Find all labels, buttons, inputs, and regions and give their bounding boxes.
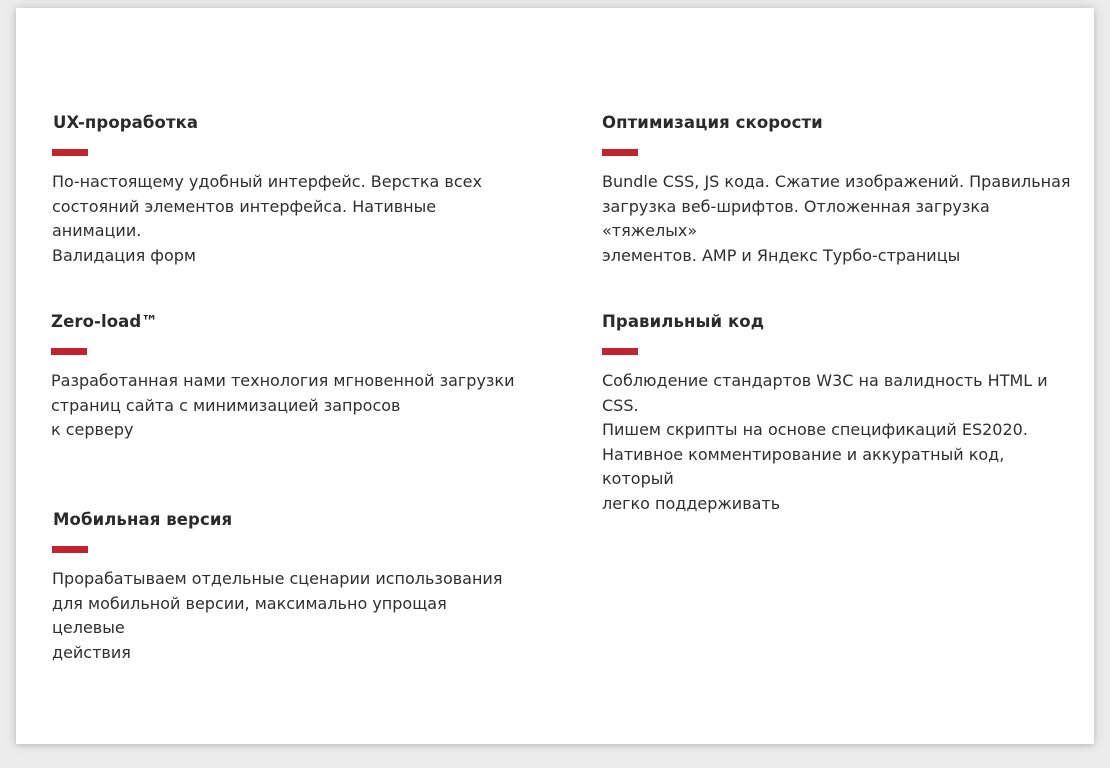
- feature-title: Мобильная версия: [53, 510, 233, 529]
- feature-title: UX-проработка: [53, 113, 199, 132]
- description-line: легко поддерживать: [602, 493, 781, 513]
- accent-bar: [602, 149, 638, 156]
- feature-description: [602, 170, 1072, 268]
- description-line: Соблюдение стандартов W3C на валидность HTML и CSS.: [602, 371, 1048, 415]
- feature-speed-optimization: [602, 112, 1072, 268]
- accent-bar: [51, 348, 87, 355]
- description-line: состояний элементов интерфейса. Нативные анимации.: [52, 196, 437, 240]
- accent-bar: [602, 348, 638, 355]
- feature-title: Правильный код: [602, 312, 765, 331]
- description-line: для мобильной версии, максимально упрощая целевые: [52, 593, 447, 637]
- description-line: загрузка веб-шрифтов. Отложенная загрузка «тяжелых»: [602, 196, 990, 240]
- description-line: страниц сайта с минимизацией запросов: [51, 395, 401, 415]
- description-line: Bundle CSS, JS кода. Сжатие изображений. Правильная: [602, 172, 1071, 191]
- description-line: По-настоящему удобный интерфейс. Верстка всех: [52, 172, 482, 191]
- accent-bar: [52, 546, 88, 553]
- description-line: к серверу: [51, 420, 134, 439]
- description-line: Прорабатываем отдельные сценарии использования: [52, 569, 503, 588]
- description-line: Нативное комментирование и аккуратный код, который: [602, 444, 1005, 488]
- feature-description: [602, 369, 1072, 516]
- feature-title: Zero-load™: [51, 312, 158, 331]
- feature-zero-load: [51, 311, 521, 443]
- description-line: элементов. AMP и Яндекс Турбо-страницы: [602, 245, 961, 265]
- description-line: Пишем скрипты на основе спецификаций ES2020.: [602, 420, 1028, 439]
- feature-description: [52, 170, 522, 268]
- accent-bar: [52, 149, 88, 156]
- description-line: действия: [52, 642, 131, 662]
- description-line: Валидация форм: [52, 245, 196, 265]
- feature-description: [51, 369, 521, 443]
- features-card: [16, 8, 1094, 744]
- feature-description: [52, 567, 522, 665]
- description-line: Разработанная нами технология мгновенной загрузки: [51, 371, 515, 390]
- feature-ux: [52, 112, 522, 268]
- feature-mobile-version: [52, 509, 522, 665]
- feature-clean-code: [602, 311, 1072, 516]
- feature-title: Оптимизация скорости: [602, 113, 823, 132]
